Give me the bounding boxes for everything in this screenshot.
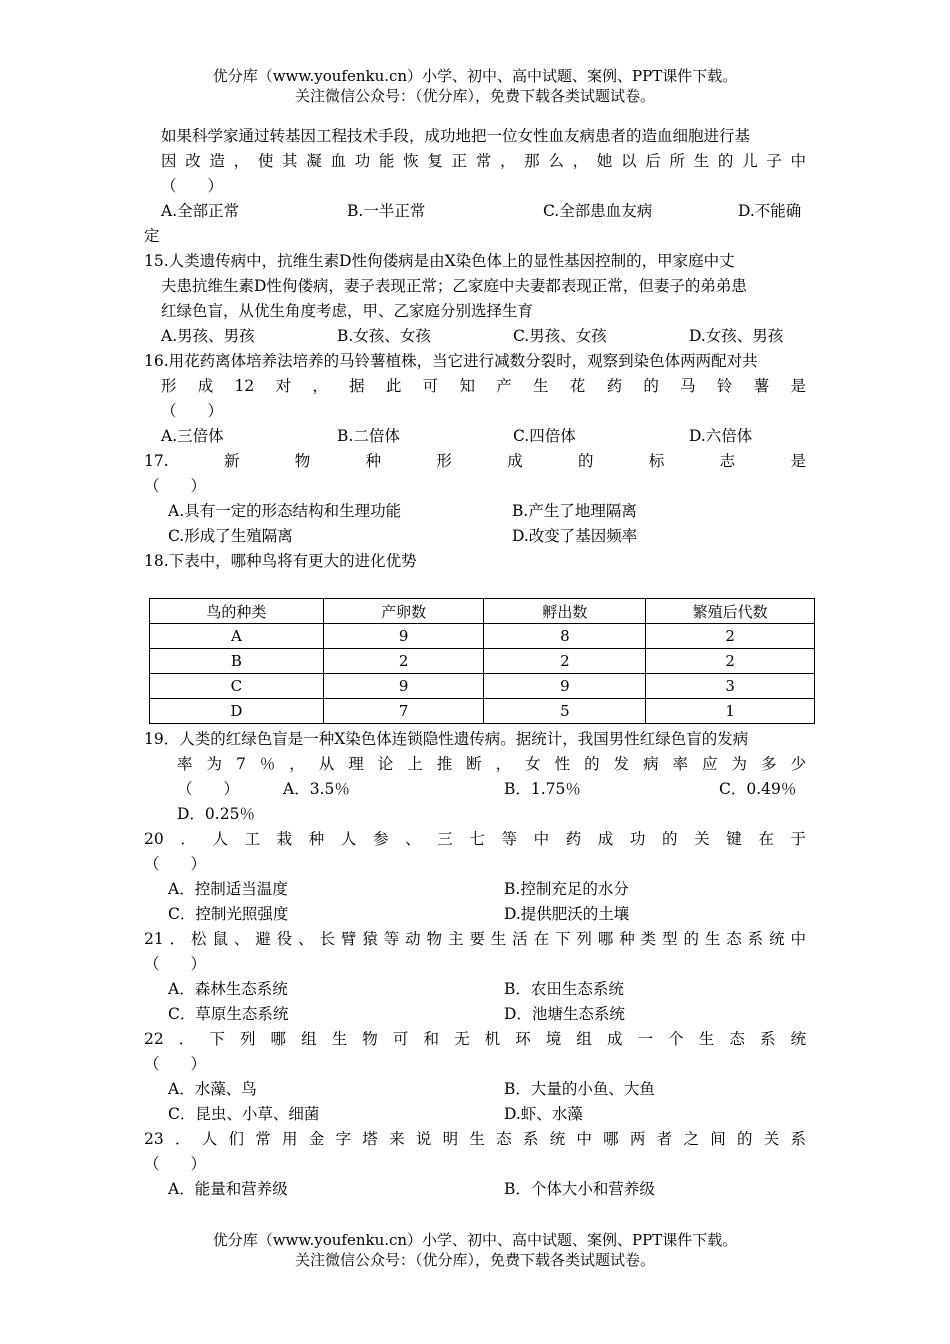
- q18-stem: 18.下表中，哪种鸟将有更大的进化优势: [144, 552, 417, 570]
- q17-option-c: C.形成了生殖隔离: [168, 527, 293, 545]
- page-footer-line1: 优分库（www.youfenku.cn）小学、初中、高中试题、案例、PPT课件下载。: [212, 1231, 738, 1249]
- q20-line1: 20．人工栽种人参、三七等中药成功的关键在于: [144, 830, 806, 848]
- q20-option-c: C．控制光照强度: [168, 905, 289, 923]
- q14-option-c: C.全部患血友病: [543, 202, 653, 220]
- q19-option-a: A．3.5％: [283, 780, 350, 798]
- q22-option-c: C．昆虫、小草、细菌: [168, 1105, 320, 1123]
- q19-line1: 19．人类的红绿色盲是一种X染色体连锁隐性遗传病。据统计，我国男性红绿色盲的发病: [144, 730, 749, 748]
- q21-line1: 21．松鼠、避役、长臂猿等动物主要生活在下列哪种类型的生态系统中: [144, 930, 806, 948]
- q20-option-a: A．控制适当温度: [168, 880, 288, 898]
- cell-eggs: 2: [323, 649, 484, 674]
- cell-offspring: 1: [646, 699, 815, 724]
- q19-option-c: C．0.49％: [719, 780, 797, 798]
- header-hatched: 孵出数: [484, 599, 646, 624]
- q23-paren: （ ）: [144, 1155, 207, 1173]
- q22-line1: 22．下列哪组生物可和无机环境组成一个生态系统: [144, 1030, 806, 1048]
- q16-option-a: A.三倍体: [161, 427, 224, 445]
- q19-option-d: D．0.25％: [177, 805, 255, 823]
- q20-option-d: D.提供肥沃的土壤: [504, 905, 630, 923]
- bird-table: [149, 598, 815, 724]
- q14-option-b: B.一半正常: [347, 202, 426, 220]
- q20-option-b: B.控制充足的水分: [504, 880, 629, 898]
- q16-option-d: D.六倍体: [689, 427, 753, 445]
- q23-line1: 23．人们常用金字塔来说明生态系统中哪两者之间的关系: [144, 1130, 806, 1148]
- page-header-line2: 关注微信公众号：（优分库），免费下载各类试题试卷。: [294, 87, 655, 105]
- cell-species: D: [150, 699, 324, 724]
- q20-paren: （ ）: [144, 855, 207, 873]
- q14-option-d: D.不能确: [738, 202, 802, 220]
- cell-hatched: 2: [484, 649, 646, 674]
- q21-option-a: A．森林生态系统: [168, 980, 288, 998]
- q15-line1: 15.人类遗传病中，抗维生素D性佝偻病是由X染色体上的显性基因控制的，甲家庭中丈: [144, 252, 735, 270]
- q15-option-d: D.女孩、男孩: [689, 327, 784, 345]
- q21-option-b: B．农田生态系统: [504, 980, 624, 998]
- q16-line1: 16.用花药离体培养法培养的马铃薯植株，当它进行减数分裂时，观察到染色体两两配对共: [144, 352, 758, 370]
- q14-line2: 因改造，使其凝血功能恢复正常，那么，她以后所生的儿子中: [161, 152, 806, 170]
- q21-option-d: D．池塘生态系统: [504, 1005, 625, 1023]
- cell-offspring: 2: [646, 624, 815, 649]
- header-species: 鸟的种类: [150, 599, 324, 624]
- cell-species: A: [150, 624, 324, 649]
- page-footer-line2: 关注微信公众号：（优分库），免费下载各类试题试卷。: [294, 1251, 655, 1269]
- q17-option-d: D.改变了基因频率: [512, 527, 638, 545]
- table-row: [150, 674, 815, 699]
- q16-option-b: B.二倍体: [337, 427, 400, 445]
- cell-hatched: 9: [484, 674, 646, 699]
- q19-line2: 率为7％，从理论上推断，女性的发病率应为多少: [177, 755, 806, 773]
- cell-hatched: 5: [484, 699, 646, 724]
- q22-paren: （ ）: [144, 1055, 207, 1073]
- header-eggs: 产卵数: [323, 599, 484, 624]
- q19-paren: （ ）: [177, 780, 240, 798]
- q15-option-a: A.男孩、男孩: [161, 327, 255, 345]
- cell-eggs: 9: [323, 674, 484, 699]
- q22-option-b: B．大量的小鱼、大鱼: [504, 1080, 655, 1098]
- page-header-line1: 优分库（www.youfenku.cn）小学、初中、高中试题、案例、PPT课件下载。: [212, 67, 738, 85]
- q15-line3: 红绿色盲，从优生角度考虑，甲、乙家庭分别选择生育: [161, 302, 534, 320]
- q22-option-d: D.虾、水藻: [504, 1105, 583, 1123]
- q17-option-a: A.具有一定的形态结构和生理功能: [168, 502, 402, 520]
- q15-option-b: B.女孩、女孩: [337, 327, 431, 345]
- q16-paren: （ ）: [161, 402, 224, 420]
- q23-option-b: B．个体大小和营养级: [504, 1180, 655, 1198]
- bird-table-header-row: [150, 599, 815, 624]
- q14-option-a: A.全部正常: [161, 202, 240, 220]
- cell-hatched: 8: [484, 624, 646, 649]
- cell-species: B: [150, 649, 324, 674]
- cell-species: C: [150, 674, 324, 699]
- header-offspring: 繁殖后代数: [646, 599, 815, 624]
- q17-option-b: B.产生了地理隔离: [512, 502, 637, 520]
- q16-line2: 形成12对，据此可知产生花药的马铃薯是: [161, 377, 806, 395]
- q15-line2: 夫患抗维生素D性佝偻病，妻子表现正常；乙家庭中夫妻都表现正常，但妻子的弟弟患: [161, 277, 747, 295]
- cell-offspring: 3: [646, 674, 815, 699]
- q17-line1: 17.新物种形成的标志是: [144, 452, 806, 470]
- cell-eggs: 9: [323, 624, 484, 649]
- q23-option-a: A．能量和营养级: [168, 1180, 288, 1198]
- q21-paren: （ ）: [144, 955, 207, 973]
- q14-option-d-cont: 定: [144, 227, 160, 245]
- table-row: [150, 624, 815, 649]
- cell-offspring: 2: [646, 649, 815, 674]
- q15-option-c: C.男孩、女孩: [513, 327, 607, 345]
- q16-option-c: C.四倍体: [513, 427, 576, 445]
- q17-paren: （ ）: [144, 477, 207, 495]
- q22-option-a: A．水藻、鸟: [168, 1080, 257, 1098]
- q19-option-b: B．1.75％: [504, 780, 581, 798]
- table-row: [150, 649, 815, 674]
- table-row: [150, 699, 815, 724]
- q14-line1: 如果科学家通过转基因工程技术手段，成功地把一位女性血友病患者的造血细胞进行基: [161, 127, 751, 145]
- q21-option-c: C．草原生态系统: [168, 1005, 289, 1023]
- q14-paren: （ ）: [161, 177, 224, 195]
- cell-eggs: 7: [323, 699, 484, 724]
